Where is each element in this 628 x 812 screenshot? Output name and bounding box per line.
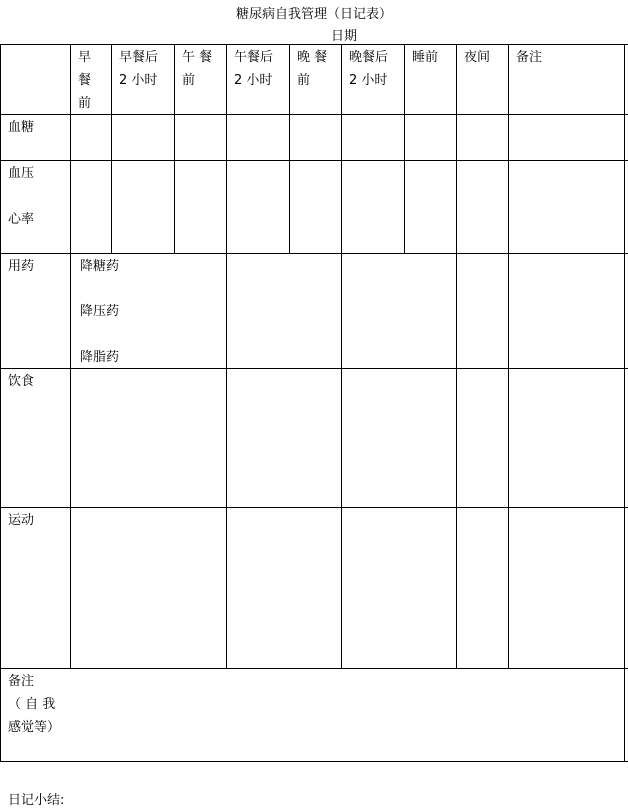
header-night: 夜间 [464,50,491,65]
rule [624,44,625,762]
header-remarks: 备注 [516,50,543,65]
rule [0,160,628,161]
row-label-medication: 用药 [8,259,35,274]
rule [0,668,628,669]
rule [174,44,175,254]
row-label-blood-sugar: 血糖 [8,120,35,135]
rule [404,44,405,254]
rule [289,44,290,254]
header-breakfast-before: 早 餐 前 [78,50,92,111]
medication-hypoglycemic: 降糖药 [80,259,120,274]
page-title: 糖尿病自我管理（日记表） [235,7,392,22]
header-breakfast-after: 早餐后 2 小时 [119,50,159,88]
header-dinner-before: 晚 餐 前 [297,50,328,88]
date-label: 日期 [331,29,358,44]
diary-summary-label: 日记小结: [8,793,65,808]
row-label-heart-rate: 心率 [8,212,35,227]
rule [0,44,628,45]
row-label-blood-pressure: 血压 [8,166,35,181]
rule [70,44,71,669]
header-bedtime: 睡前 [412,50,439,65]
rule [226,44,227,669]
header-dinner-after: 晚餐后 2 小时 [349,50,389,88]
medication-antihypertensive: 降压药 [80,304,120,319]
row-label-exercise: 运动 [8,513,35,528]
header-lunch-before: 午 餐 前 [182,50,213,88]
header-lunch-after: 午餐后 2 小时 [234,50,274,88]
medication-lipid-lowering: 降脂药 [80,350,120,365]
row-label-remarks: 备注 （ 自 我 感觉等） [8,674,61,735]
rule [0,761,628,762]
rule [0,253,628,254]
row-label-diet: 饮食 [8,374,35,389]
rule [341,44,342,669]
rule [0,114,628,115]
rule [456,44,457,669]
rule [111,44,112,254]
rule [0,44,1,762]
rule [508,44,509,669]
rule [0,507,628,508]
